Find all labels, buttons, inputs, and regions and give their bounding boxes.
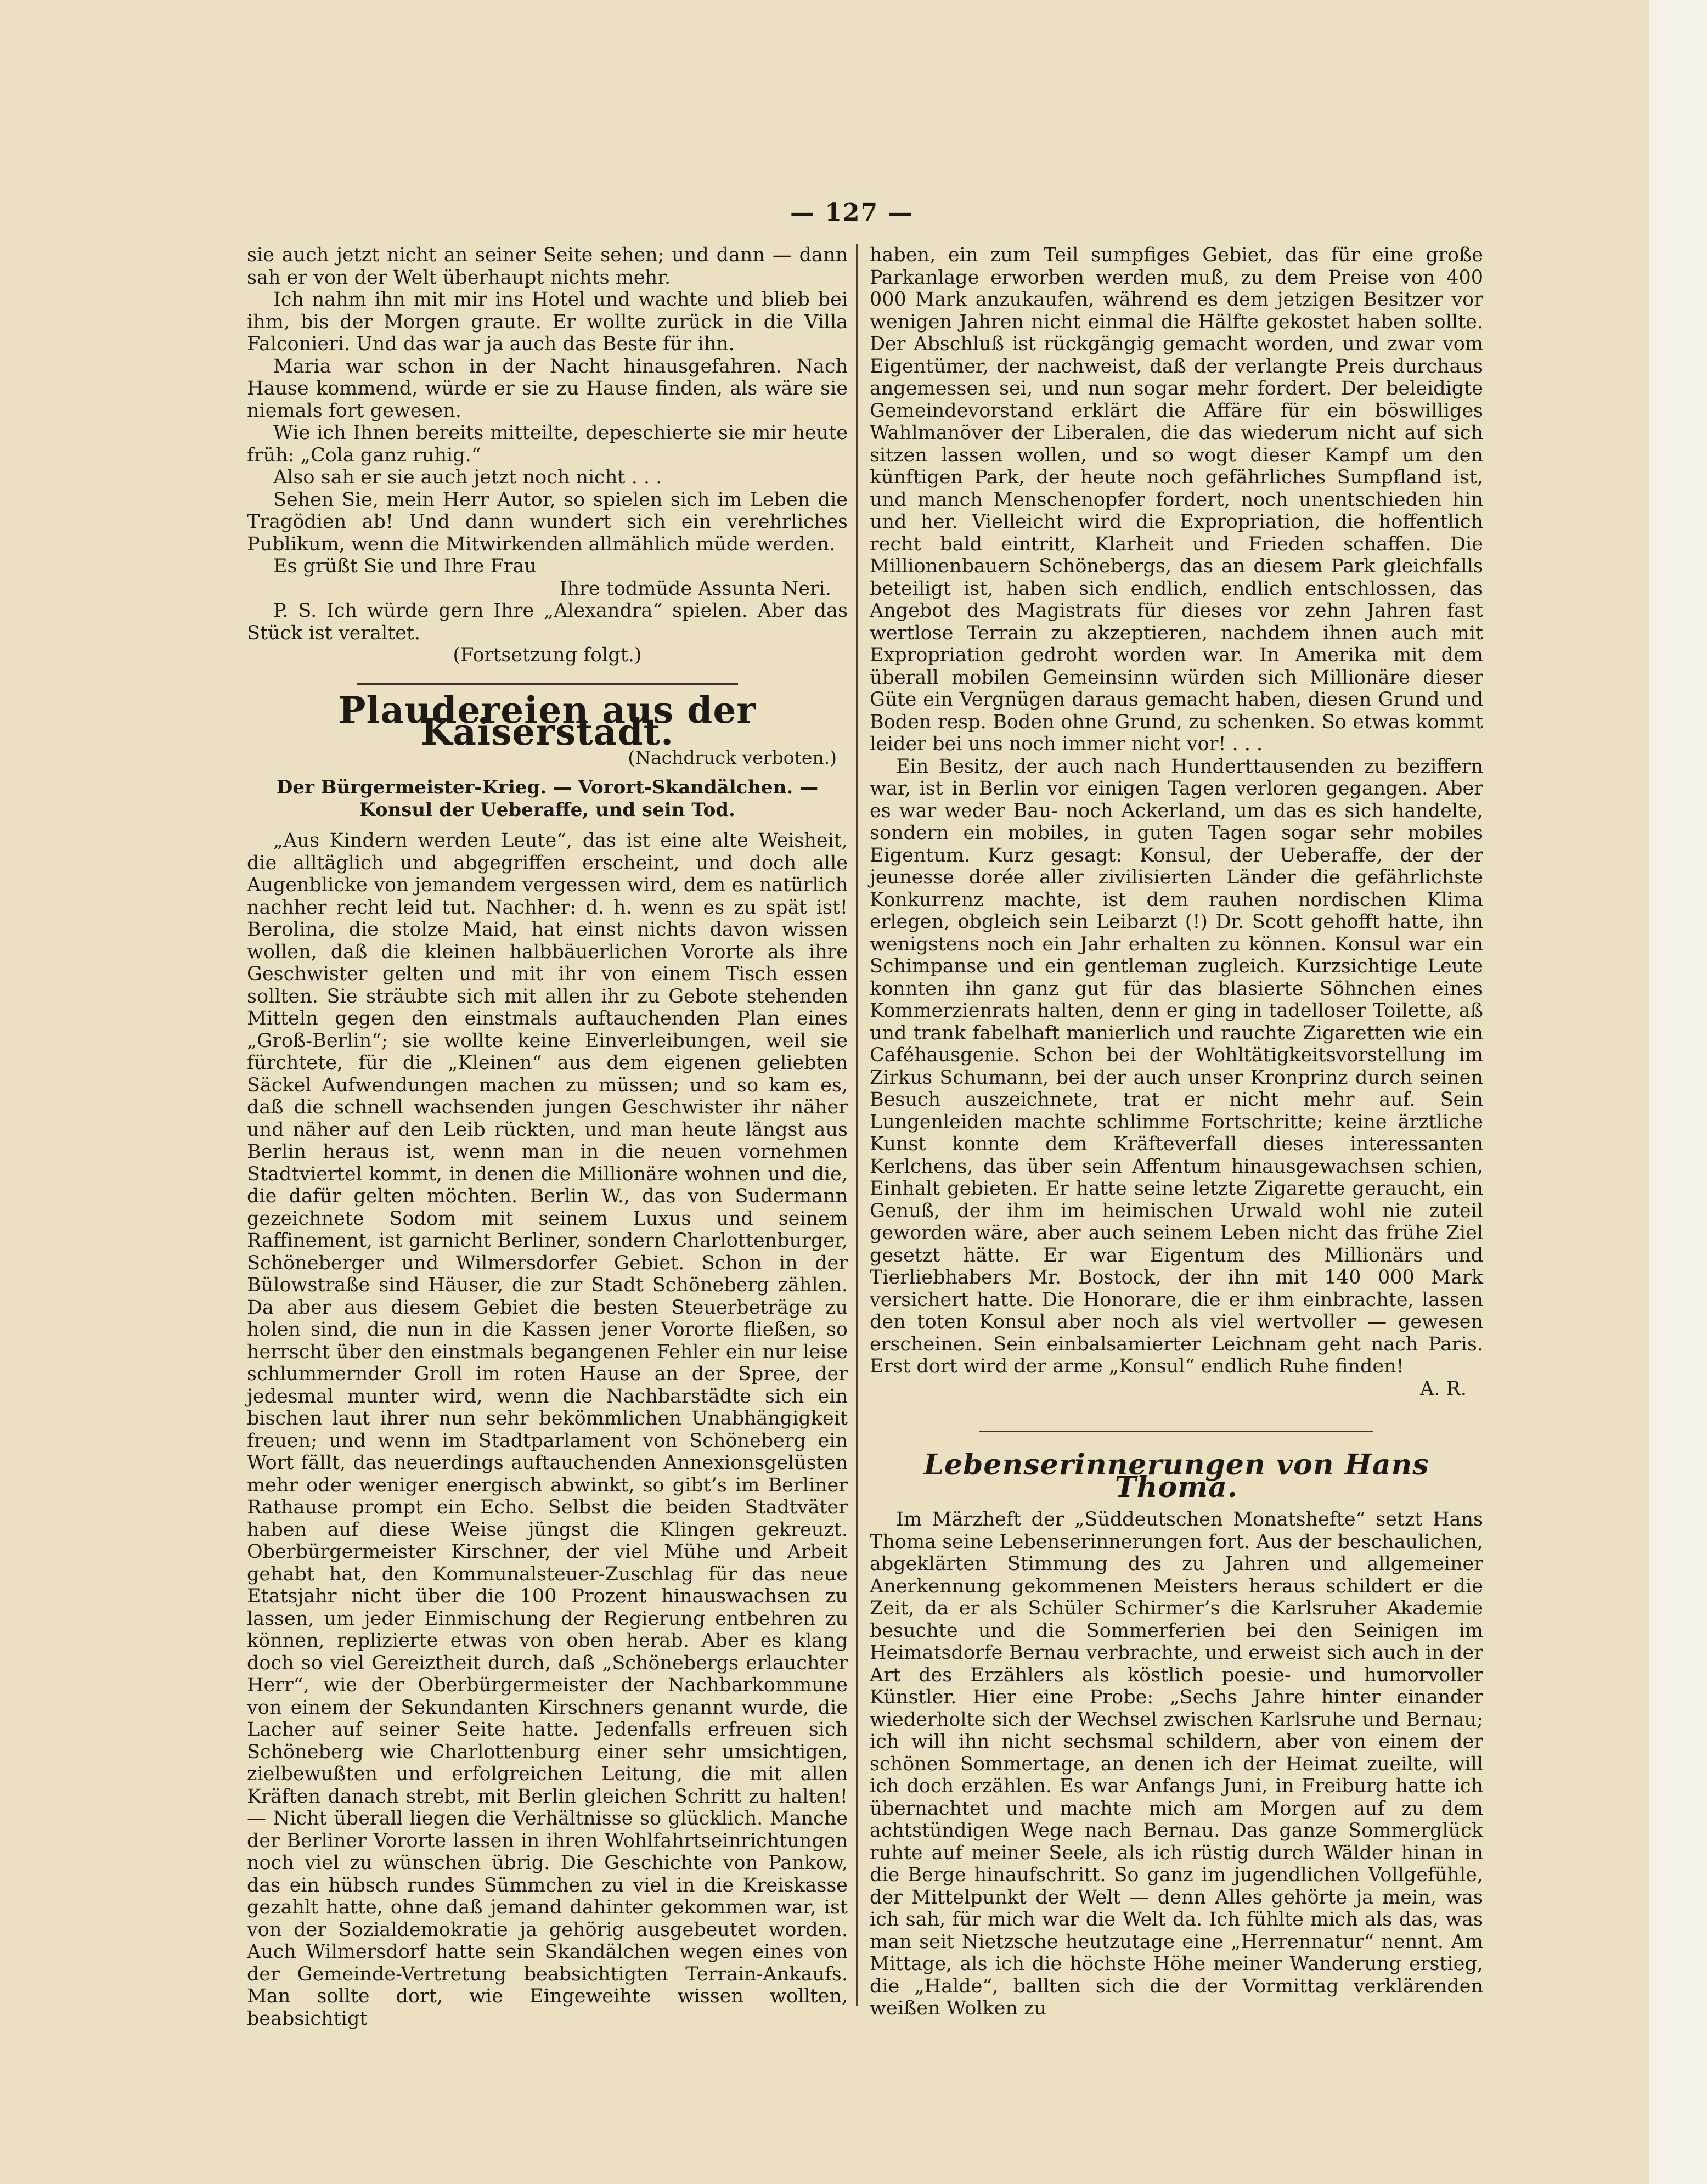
- section-divider: [357, 683, 738, 685]
- paragraph: Es grüßt Sie und Ihre Frau: [273, 555, 537, 577]
- page-edge: [1649, 0, 1707, 2184]
- paragraph: Maria war schon in der Nacht hinausgefahren. Nach Hause kommend, würde er sie zu Hause finden, als wäre sie niemals fort gewesen.: [247, 355, 848, 422]
- author-initials: A. R.: [1419, 1377, 1467, 1400]
- paragraph: Also sah er sie auch jetzt noch nicht . . .: [273, 466, 662, 488]
- section-divider: [979, 1431, 1373, 1432]
- paragraph: haben, ein zum Teil sumpfiges Gebiet, das für eine große Parkanlage erworben werden muß, zu dem Preise von 400 000 Mark anzukaufen, während es dem jetzigen Besitzer vor wenigen Jahren nicht einmal die Hälfte gekostet haben sollte. Der Abschluß ist rückgängig gemacht worden, und zwar vom Eigentümer, der nachweist, daß der verlangte Preis durchaus angemessen sei, und nun sogar mehr fordert. Der beleidigte Gemeindevorstand erklärt die Affäre für ein böswilliges Wahlmanöver der Liberalen, die das wiederum nicht auf sich sitzen lassen wollen, und so wogt dieser Kampf um den künftigen Park, der heute noch gefährliches Sumpfland ist, und manch Menschenopfer fordert, noch unentschieden hin und her. Vielleicht wird die Expropriation, die hoffentlich recht bald eintritt, Klarheit und Frieden schaffen. Die Millionenbauern Schönebergs, das an diesem Park gleichfalls beteiligt ist, haben sich endlich, endlich entschlossen, das Angebot des Magistrats für dieses vor zehn Jahren fast wertlose Terrain zu akzeptieren, nachdem ihnen auch mit Expropriation gedroht worden war. In Amerika mit dem überall mobilen Gemeinsinn würden sich Millionäre dieser Güte ein Vergnügen daraus gemacht haben, diesen Grund und Boden resp. Boden ohne Grund, zu schenken. So etwas kommt leider bei uns noch immer nicht vor! . . .: [870, 244, 1483, 755]
- page-number: — 127 —: [790, 199, 914, 227]
- paragraph: Sehen Sie, mein Herr Autor, so spielen sich im Leben die Tragödien ab! Und dann wundert sich ein verehrliches Publikum, wenn die Mitwirkenden allmählich müde werden.: [247, 488, 848, 555]
- paragraph: Ich nahm ihn mit mir ins Hotel und wachte und blieb bei ihm, bis der Morgen graute. Er wollte zurück in die Villa Falconieri. Und das war ja auch das Beste für ihn.: [247, 289, 848, 355]
- left-column: [247, 244, 848, 2030]
- article-heading: Lebenserinnerungen von Hans Thoma.: [923, 1448, 1429, 1504]
- paragraph: „Aus Kindern werden Leute“, das ist eine alte Weisheit, die alltäglich und abgegriffen erscheint, und doch alle Augenblicke von jemandem vergessen wird, dem es natürlich nachher recht leid tut. Nachher: d. h. wenn es zu spät ist! Berolina, die stolze Maid, hat einst nichts davon wissen wollen, daß die kleinen halbbäuerlichen Vororte als ihre Geschwister gelten und mit ihr von einem Tisch essen sollten. Sie sträubte sich mit allen ihr zu Gebote stehenden Mitteln gegen den einstmals auftauchenden Plan eines „Groß-Berlin“; sie wollte keine Einverleibungen, weil sie fürchtete, für die „Kleinen“ aus dem eigenen geliebten Säckel Aufwendungen machen zu müssen; und so kam es, daß die schnell wachsenden jungen Geschwister ihr näher und näher auf den Leib rückten, und man heute längst aus Berlin heraus ist, wenn man in die neuen vornehmen Stadtviertel kommt, in denen die Millionäre wohnen und die, die dafür gelten möchten. Berlin W., das von Sudermann gezeichnete Sodom mit seinem Luxus und seinem Raffinement, ist garnicht Berliner, sondern Charlottenburger, Schöneberger und Wilmersdorfer Gebiet. Schon in der Bülowstraße sind Häuser, die zur Stadt Schöneberg zählen. Da aber aus diesem Gebiet die besten Steuerbeträge zu holen sind, die nun in die Kassen jener Vororte fließen, so herrscht über den einstmals begangenen Fehler ein nur leise schlummernder Groll im roten Hause an der Spree, der jedesmal munter wird, wenn die Nachbarstädte sich ein bischen laut ihrer nun sehr bekömmlichen Unabhängigkeit freuen; und wenn im Stadtparlament von Schöneberg ein Wort fällt, das neuerdings auftauchenden Annexionsgelüsten mehr oder weniger energisch abwinkt, so gibt’s im Berliner Rathause prompt ein Echo. Selbst die beiden Stadtväter haben auf diese Weise jüngst die Klingen gekreuzt. Oberbürgermeister Kirschner, der viel Mühe und Arbeit gehabt hat, den Kommunalsteuer-Zuschlag für das neue Etatsjahr nicht über die 100 Prozent hinauswachsen zu lassen, um jeder Einmischung der Regierung entbehren zu können, replizierte etwas von oben herab. Aber es klang doch so viel Gereiztheit durch, daß „Schönebergs erlauchter Herr“, wie der Oberbürgermeister der Nachbarkommune von einem der Sekundanten Kirschners genannt wurde, die Lacher auf seiner Seite hatte. Jedenfalls erfreuen sich Schöneberg wie Charlottenburg einer sehr umsichtigen, zielbewußten und erfolgreichen Leitung, die mit allen Kräften danach strebt, mit Berlin gleichen Schritt zu halten! — Nicht überall liegen die Verhältnisse so glücklich. Manche der Berliner Vororte lassen in ihren Wohlfahrtseinrichtungen noch viel zu wünschen übrig. Die Geschichte von Pankow, das ein hübsch rundes Sümmchen zu viel in die Kreiskasse gezahlt hatte, ohne daß jemand dahinter gekommen war, ist von der Sozialdemokratie ja gehörig ausgebeutet worden. Auch Wilmersdorf hatte sein Skandälchen wegen eines von der Gemeinde-Vertretung beabsichtigten Terrain-Ankaufs. Man sollte dort, wie Eingeweihte wissen wollten, beabsichtigt: [247, 830, 848, 2030]
- paragraph: P. S. Ich würde gern Ihre „Alexandra“ spielen. Aber das Stück ist veraltet.: [247, 600, 848, 644]
- article-heading: Plaudereien aus der Kaiserstadt.: [338, 688, 757, 753]
- continuation-note: (Fortsetzung folgt.): [453, 644, 642, 666]
- paragraph: Ein Besitz, der auch nach Hunderttausenden zu beziffern war, ist in Berlin vor einigen Tagen verloren gegangen. Aber es war weder Bau- noch Ackerland, um das es sich handelte, sondern ein mobiles, in guten Tagen sogar sehr mobiles Eigentum. Kurz gesagt: Konsul, der Ueberaffe, der der jeunesse dorée aller zivilisierten Länder die gefährlichste Konkurrenz machte, ist dem rauhen nordischen Klima erlegen, obgleich sein Leibarzt (!) Dr. Scott gehofft hatte, ihn wenigstens noch ein Jahr erhalten zu können. Konsul war ein Schimpanse und ein gentleman zugleich. Kurzsichtige Leute konnten ihn ganz gut für das blasierte Söhnchen eines Kommerzienrats halten, denn er ging in tadelloser Toilette, aß und trank fabelhaft manierlich und rauchte Zigaretten wie ein Caféhausgenie. Schon bei der Wohltätigkeitsvorstellung im Zirkus Schumann, bei der auch unser Kronprinz durch seinen Besuch auszeichnete, trat er nicht mehr auf. Sein Lungenleiden machte schlimme Fortschritte; keine ärztliche Kunst konnte dem Kräfteverfall dieses interessanten Kerlchens, das über sein Affentum hinausgewachsen schien, Einhalt gebieten. Er hatte seine letzte Zigarette geraucht, ein Genuß, der ihm im heimischen Urwald wohl nie zuteil geworden wäre, aber auch seinem Leben nicht das frühe Ziel gesetzt hätte. Er war Eigentum des Millionärs und Tierliebhabers Mr. Bostock, der ihn mit 140 000 Mark versichert hatte. Die Honorare, die er ihm einbrachte, lassen den toten Konsul aber noch als viel wertvoller — gewesen erscheinen. Sein einbalsamierter Leichnam geht nach Paris. Erst dort wird der arme „Konsul“ endlich Ruhe finden!: [870, 755, 1483, 1377]
- paragraph: Wie ich Ihnen bereits mitteilte, depeschierte sie mir heute früh: „Cola ganz ruhig.“: [247, 422, 848, 466]
- letter-signature: Ihre todmüde Assunta Neri.: [559, 577, 831, 600]
- reprint-note: (Nachdruck verboten.): [628, 746, 837, 768]
- right-column: [870, 244, 1483, 2020]
- column-divider: [856, 244, 858, 2006]
- paragraph: sie auch jetzt nicht an seiner Seite sehen; und dann — dann sah er von der Welt überhaupt nichts mehr.: [247, 244, 848, 289]
- article-subheading: Der Bürgermeister-Krieg. — Vorort-Skandälchen. — Konsul der Ueberaffe, und sein Tod.: [276, 776, 819, 821]
- paragraph: Im Märzheft der „Süddeutschen Monatshefte“ setzt Hans Thoma seine Lebenserinnerungen fort. Aus der beschaulichen, abgeklärten Stimmung des zu Jahren und allgemeiner Anerkennung gekommenen Meisters heraus schildert er die Zeit, da er als Schüler Schirmer’s die Karlsruher Akademie besuchte und die Sommerferien bei den Seinigen im Heimatsdorfe Bernau verbrachte, und erweist sich auch in der Art des Erzählers als köstlich poesie- und humorvoller Künstler. Hier eine Probe: „Sechs Jahre hinter einander wiederholte sich der Wechsel zwischen Karlsruhe und Bernau; ich will ihn nicht sechsmal schildern, aber von einem der schönen Sommertage, an denen ich der Heimat zueilte, will ich doch erzählen. Es war Anfangs Juni, in Freiburg hatte ich übernachtet und machte mich am Morgen auf zu dem achtstündigen Wege nach Bernau. Das ganze Sommerglück ruhte auf meiner Seele, als ich rüstig durch Wälder hinan in die Berge hinaufschritt. So ganz im jugendlichen Vollgefühle, der Mittelpunkt der Welt — denn Alles gehörte ja mein, was ich sah, für mich war die Welt da. Ich fühlte mich als das, was man seit Nietzsche heutzutage eine „Herrennatur“ nennt. Am Mittage, als ich die höchste Höhe meiner Wanderung erstieg, die „Halde“, ballten sich die der Vormittag verklärenden weißen Wolken zu: [870, 1508, 1483, 2019]
